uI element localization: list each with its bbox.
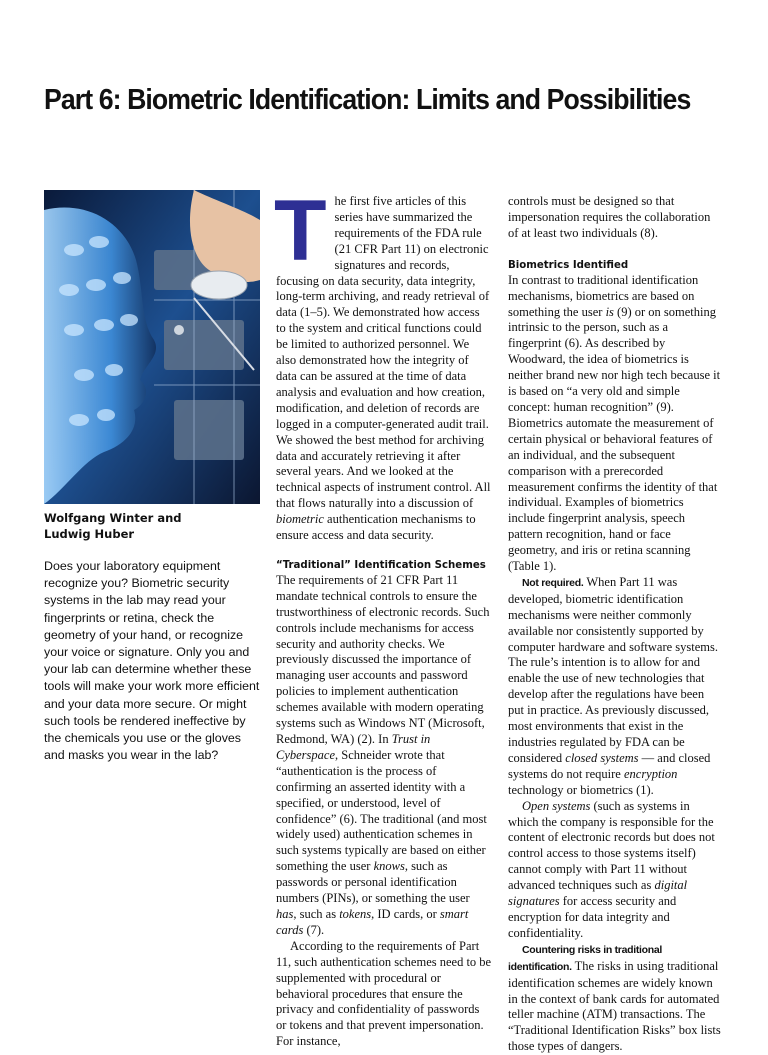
author-line-1: Wolfgang Winter and	[44, 511, 182, 525]
article-column-2	[274, 183, 492, 1050]
traditional-paragraph-2: According to the requirements of Part 11, such authentication schemes need to be supplemented with procedural or behavioral procedures that ensure the privacy and confidentiality of passwords or tokens and that prevent impersonation. For instance,	[276, 938, 492, 1049]
section-heading-biometrics: Biometrics Identified	[508, 259, 629, 271]
intro-paragraph: T he first five articles of this series have summarized the requirements of the FDA rule (21 CFR Part 11) on electronic signatures and records, focusing on data security, data integrity, long-term archiving, and ready retrieval of data (1–5). We demonstrated how access to the system and critical functions could be limited to authorized personnel. We also demonstrated how the integrity of data can be assured at the time of data analysis and evaluation and how creation, modification, and deletion of records are logged in a computer-generated audit trail. We showed the best method for archiving data and accurately retrieving it after several years. And we looked at the technical aspects of instrument control. All that flows naturally into a discussion of biometric authentication mechanisms to ensure access and data security.	[274, 183, 491, 543]
biometrics-paragraph-3: Open systems (such as systems in which the company is responsible for the content of electronic records but does not control access to those systems itself) cannot comply with Part 11 without advanced techniques such as digital signatures for access security and encryption for data integrity and confidentiality.	[508, 798, 715, 940]
cover-photo	[44, 190, 260, 504]
abstract: Does your laboratory equipment recognize you? Biometric security systems in the lab may read your fingerprints or retina, check the geometry of your hand, or recognize your voice or signature. Only you and your lab can determine whether these tools will make your work more efficient and your data more secure. Or might such tools be rendered ineffective by the chemicals you use or the gloves and masks you wear in the lab?	[44, 559, 260, 763]
author-line-2: Ludwig Huber	[44, 527, 135, 541]
runin-countering-risks: Countering risks in traditional identification.	[508, 943, 663, 973]
traditional-paragraph-1: The requirements of 21 CFR Part 11 mandate technical controls to ensure the trustworthiness of electronic records. Such controls include mechanisms for access security and authority checks. We previously discussed the importance of managing user accounts and password policies to implement authentication schemes available with modern operating systems such as Windows NT (Microsoft, Redmond, WA) (2). In Trust in Cyberspace, Schneider wrote that “authentication is the process of confirming an asserted identity with a specified, or understood, level of confidence” (6). The traditional (and most widely used) authentication schemes in such systems typically are based on either something the user knows, such as passwords or personal identification numbers (PINs), or something the user has, such as tokens, ID cards, or smart cards (7).	[276, 572, 490, 937]
drop-cap: T	[274, 183, 327, 279]
section-heading-traditional: “Traditional” Identification Schemes	[276, 559, 486, 571]
author-byline	[44, 510, 260, 542]
biometrics-paragraph-2: Not required. When Part 11 was developed, biometric identification mechanisms were neither commonly available nor consistently supported by computer hardware and software systems. The rule’s intention is to allow for and enable the use of new technologies that develop after the regulations have been put in practice. As previously discussed, most environments that exist in the industries regulated by FDA can be considered closed systems — and closed systems do not require encryption technology or biometrics (1).	[508, 574, 718, 797]
biometrics-paragraph-1: In contrast to traditional identification mechanisms, biometrics are based on something the user is (9) or on something intrinsic to the person, such as a fingerprint (6). As described by Woodward, the idea of biometrics is neither brand new nor high tech because it is based on “a very old and simple concept: human recognition” (9). Biometrics automate the measurement of certain physical or behavioral features of an individual, and the subsequent comparison with a prerecorded measurement confirms the identity of that individual. Examples of biometrics include fingerprint analysis, speech pattern recognition, hand or face geometry, and iris or retina scanning (Table 1).	[508, 272, 721, 574]
traditional-paragraph-2-continued: controls must be designed so that impersonation requires the collaboration of at least two individuals (8).	[508, 194, 711, 240]
article-column-3	[508, 194, 722, 1055]
biometrics-paragraph-4: Countering risks in traditional identification. The risks in using traditional identification schemes are widely known in the context of bank cards for automated teller machine (ATM) transactions. The “Traditional Identification Risks” box lists those types of dangers.	[508, 943, 721, 1054]
runin-not-required: Not required.	[522, 576, 584, 589]
page-title: Part 6: Biometric Identification: Limits and Possibilities	[44, 84, 691, 116]
